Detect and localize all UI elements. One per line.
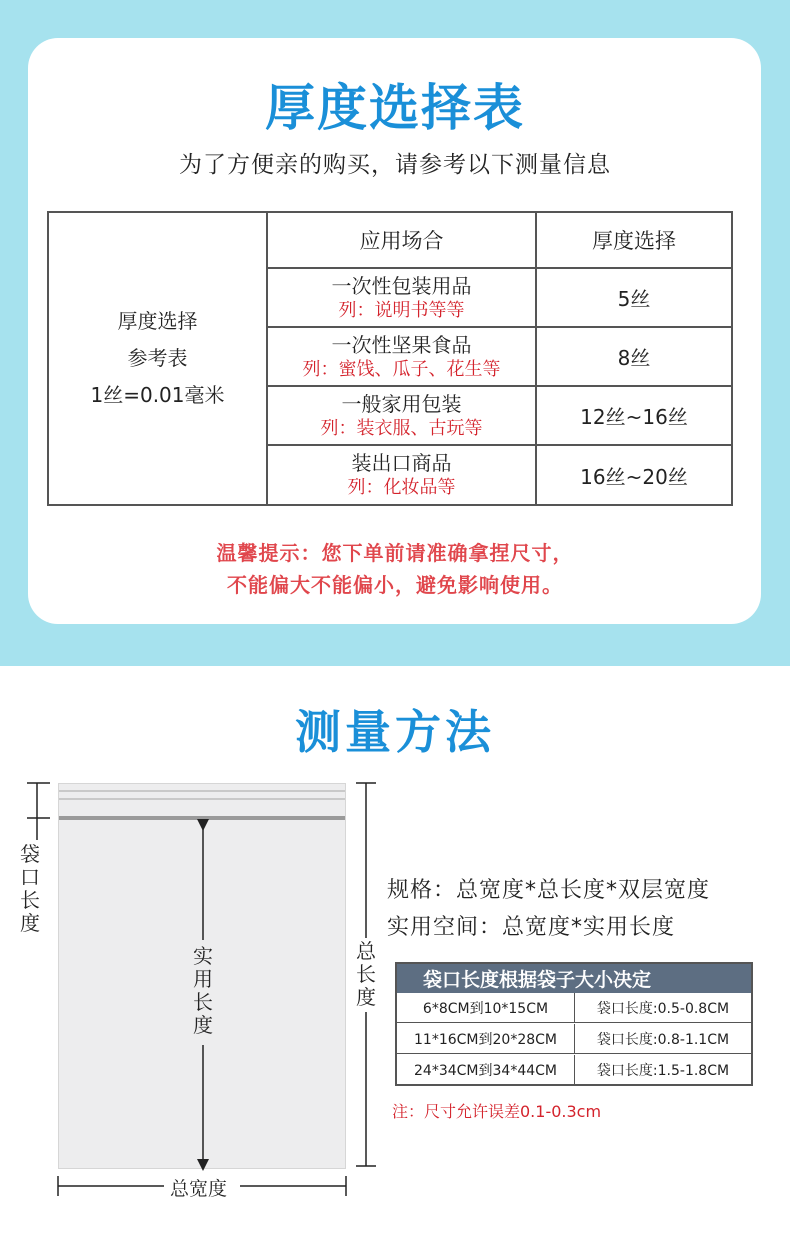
use-example: 列：化妆品等	[347, 477, 456, 498]
reference-line-2: 参考表	[127, 346, 188, 370]
tip-line-1: 温馨提示：您下单前请准确拿捏尺寸，	[216, 541, 574, 565]
thickness-value: 8丝	[617, 346, 651, 370]
spec-line-2: 实用空间：总宽度*实用长度	[387, 915, 676, 940]
use-example: 列：蜜饯、瓜子、花生等	[302, 358, 501, 380]
usable-length-label: 实用长度	[193, 944, 213, 1037]
size-table-header: 袋口长度根据袋子大小决定	[397, 964, 751, 993]
spec-line-1: 规格：总宽度*总长度*双层宽度	[387, 878, 711, 903]
use-cell	[268, 446, 537, 504]
use-label: 一次性坚果食品	[331, 332, 472, 357]
use-label: 一般家用包装	[341, 391, 462, 416]
use-cell	[268, 269, 537, 326]
mouth-length-value: 袋口长度:1.5-1.8CM	[596, 1063, 730, 1079]
seal-line	[59, 816, 345, 820]
table-row	[268, 328, 731, 387]
table-row	[397, 1024, 751, 1054]
mouth-length-label: 袋口长度	[20, 842, 40, 935]
thickness-table	[47, 211, 733, 506]
table-row	[268, 387, 731, 446]
tolerance-note: 注：尺寸允许误差0.1-0.3cm	[392, 1102, 602, 1121]
mouth-length-value: 袋口长度:0.5-0.8CM	[596, 1000, 730, 1017]
total-length-label: 总长度	[356, 939, 376, 1009]
mouth-length-value: 袋口长度:0.8-1.1CM	[596, 1031, 730, 1048]
size-range: 6*8CM到10*15CM	[397, 993, 575, 1022]
size-range: 24*34CM到34*44CM	[397, 1055, 575, 1085]
use-cell	[268, 387, 537, 444]
zipper-line	[59, 790, 345, 792]
thickness-title: 厚度选择表	[265, 79, 525, 137]
zipper-line	[59, 798, 345, 800]
reference-cell	[49, 213, 268, 504]
size-range: 11*16CM到20*28CM	[397, 1024, 575, 1053]
use-label: 一次性包装用品	[331, 273, 472, 298]
thickness-value: 5丝	[617, 287, 651, 311]
use-label: 装出口商品	[351, 451, 452, 475]
reference-line-1: 厚度选择	[117, 309, 198, 333]
table-row	[397, 993, 751, 1023]
total-width-label: 总宽度	[166, 1174, 231, 1201]
measure-title: 测量方法	[295, 705, 495, 759]
thickness-subtitle: 为了方便亲的购买，请参考以下测量信息	[179, 152, 611, 178]
table-row	[268, 269, 731, 328]
header-thickness: 厚度选择	[537, 213, 731, 269]
header-use: 应用场合	[268, 213, 537, 269]
use-example: 列：说明书等等	[338, 299, 465, 321]
mouth-size-table	[395, 962, 753, 1086]
tip-line-2: 不能偏大不能偏小，避免影响使用。	[227, 573, 563, 597]
table-row	[397, 1055, 751, 1085]
thickness-value: 16丝~20丝	[580, 464, 688, 489]
use-cell	[268, 328, 537, 385]
reference-line-3: 1丝=0.01毫米	[90, 383, 225, 407]
table-row	[268, 446, 731, 504]
thickness-value: 12丝~16丝	[580, 405, 688, 429]
use-example: 列：装衣服、古玩等	[320, 417, 483, 439]
